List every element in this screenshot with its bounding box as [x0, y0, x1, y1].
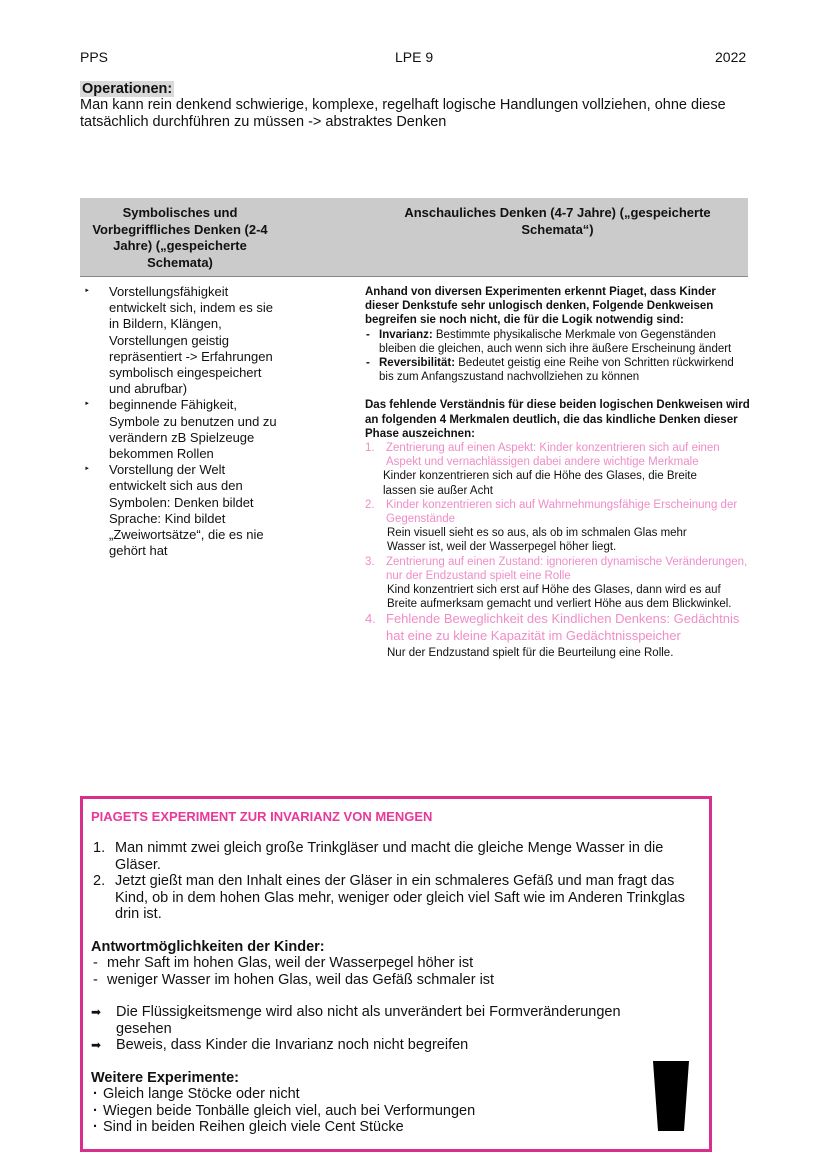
- step-1: 1. Man nimmt zwei gleich große Trinkgläser und macht die gleiche Menge Wasser in die Gläser.: [93, 840, 664, 873]
- header-right: 2022: [715, 49, 747, 65]
- list-item: ‣ Vorstellung der Welt entwickelt sich aus den Symbolen: Denken bildet Sprache: Kind bildet „Zweiwortsätze“, die es nie gehört hat: [84, 462, 284, 559]
- concept-invarianz: - Invarianz: Bestimmte physikalische Merkmale von Gegenständen bleiben die gleichen, auch wenn sich ihre äußere Erscheinung ändert: [365, 328, 750, 356]
- list-item: ‣ beginnende Fähigkeit, Symbole zu benutzen und zu verändern zB Spielzeuge bekommen Rollen: [84, 397, 284, 462]
- answer-item: - mehr Saft im hohen Glas, weil der Wasserpegel höher ist: [91, 955, 701, 972]
- feature-2: 2. Kinder konzentrieren sich auf Wahrnehmungsfähige Erscheinung der Gegenstände: [365, 498, 738, 526]
- feature-1-example: Kinder konzentrieren sich auf die Höhe des Glases, die Breite lassen sie außer Acht: [383, 470, 697, 497]
- concept-reversibilitaet: - Reversibilität: Bedeutet geistig eine Reihe von Schritten rückwirkend bis zum Anfangszustand nachvollziehen zu können: [365, 356, 750, 384]
- feature-2-example: Rein visuell sieht es so aus, als ob im schmalen Glas mehr Wasser ist, weil der Wasserpegel höher liegt.: [387, 527, 687, 554]
- header-center: LPE 9: [395, 49, 434, 65]
- answer-item: - weniger Wasser im hohen Glas, weil das Gefäß schmaler ist: [91, 972, 701, 989]
- experiment-title: PIAGETS EXPERIMENT ZUR INVARIANZ VON MENGEN: [91, 809, 433, 824]
- more-item: · Wiegen beide Tonbälle gleich viel, auch bei Verformungen: [91, 1103, 701, 1120]
- left-column: [84, 284, 284, 559]
- operations-text: Man kann rein denkend schwierige, komplexe, regelhaft logische Handlungen vollziehen, ohne diese tatsächlich durchführen zu müssen -> abstraktes Denken: [80, 97, 726, 130]
- conclusion-item: ➡ Beweis, dass Kinder die Invarianz noch nicht begreifen: [91, 1037, 469, 1053]
- feature-3-example: Kind konzentriert sich erst auf Höhe des Glases, dann wird es auf Breite aufmerksam gemacht und verliert Höhe aus dem Blickwinkel.: [387, 584, 732, 611]
- feature-3: 3. Zentrierung auf einen Zustand: ignorieren dynamische Veränderungen, nur der Endzustand spielt eine Rolle: [365, 555, 748, 582]
- feature-1: 1. Zentrierung auf einen Aspekt: Kinder konzentrieren sich auf einen Aspekt und vernachlässigen dabei andere wichtige Merkmale: [365, 442, 720, 469]
- right-column: [365, 285, 750, 661]
- more-title: Weitere Experimente:: [91, 1069, 240, 1086]
- feature-4: 4. Fehlende Beweglichkeit des Kindlichen Denkens: Gedächtnis hat eine zu kleine Kapazität im Gedächtnisspeicher: [365, 611, 740, 643]
- step-2: 2. Jetzt gießt man den Inhalt eines der Gläser in ein schmaleres Gefäß und man fragt das Kind, ob in dem hohen Glas mehr, weniger oder gleich viel Saft wie im Anderen Trinkglas drin ist.: [93, 873, 685, 922]
- column-header-symbolic: Symbolisches und Vorbegriffliches Denken (2-4 Jahre) („gespeicherte Schemata): [92, 205, 268, 270]
- glass-icon: [653, 1061, 689, 1131]
- intro-text: Anhand von diversen Experimenten erkennt Piaget, dass Kinder dieser Denkstufe sehr unlogisch denken, Folgende Denkweisen begreifen sie noch nicht, die für die Logik notwendig sind:: [365, 286, 716, 327]
- arrow-icon: ➡: [91, 1038, 102, 1052]
- list-item: ‣ Vorstellungsfähigkeit entwickelt sich, indem es sie in Bildern, Klängen, Vorstellungen geistig repräsentiert -> Erfahrungen symbolisch eingespeichert und abrufbar): [84, 284, 284, 397]
- experiment-box: [80, 796, 712, 1152]
- conclusion-item: ➡ Die Flüssigkeitsmenge wird also nicht als unverändert bei Formveränderungen gesehen: [91, 1004, 621, 1037]
- answers-title: Antwortmöglichkeiten der Kinder:: [91, 938, 325, 955]
- table-header: [80, 198, 748, 277]
- arrow-icon: ➡: [91, 1005, 102, 1019]
- more-item: · Gleich lange Stöcke oder nicht: [91, 1086, 701, 1103]
- column-header-intuitive: Anschauliches Denken (4-7 Jahre) („gespeicherte Schemata“): [404, 205, 711, 237]
- more-item: · Sind in beiden Reihen gleich viele Cent Stücke: [91, 1119, 701, 1136]
- operations-title: Operationen:: [82, 81, 173, 97]
- feature-4-example: Nur der Endzustand spielt für die Beurteilung eine Rolle.: [387, 647, 674, 660]
- intro2-text: Das fehlende Verständnis für diese beiden logischen Denkweisen wird an folgenden 4 Merkmalen deutlich, die das kindliche Denken dieser Phase auszeichnen:: [365, 399, 750, 440]
- header-left: PPS: [80, 49, 109, 65]
